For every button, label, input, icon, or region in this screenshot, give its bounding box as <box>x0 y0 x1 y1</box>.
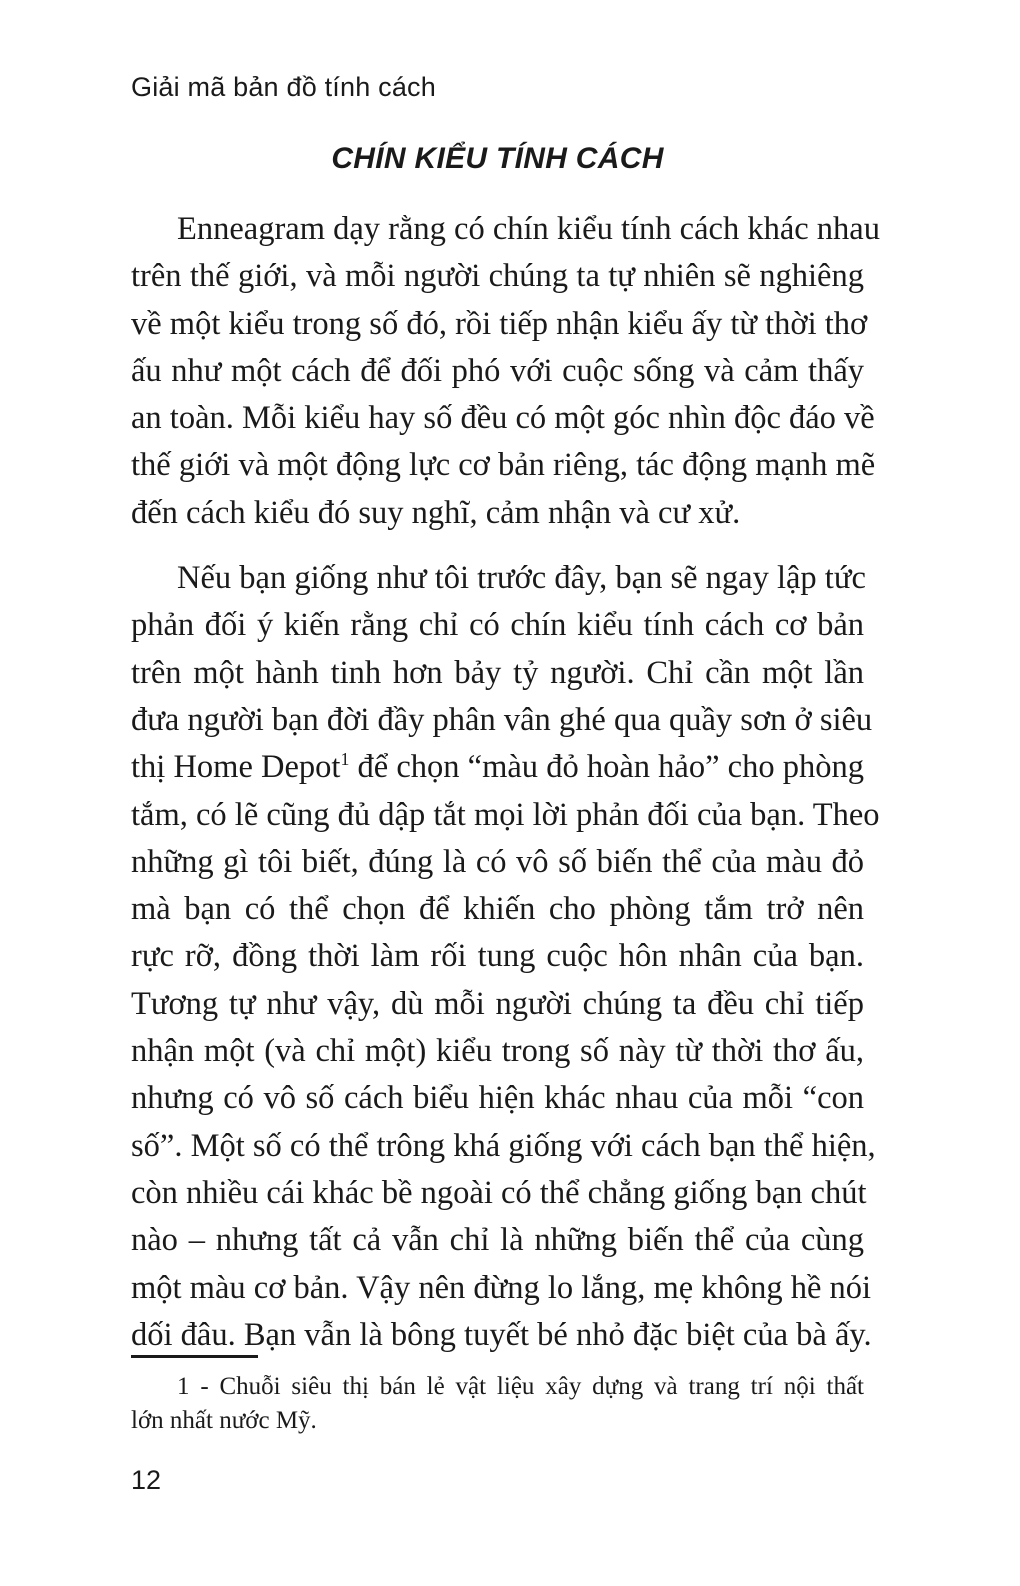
text-line: trên thế giới, và mỗi người chúng ta tự nhiên sẽ nghiêng <box>131 258 864 295</box>
paragraph-1 <box>131 206 880 537</box>
chapter-title: CHÍN KIỂU TÍNH CÁCH <box>331 142 664 175</box>
text-line-with-footnote-ref <box>131 744 864 791</box>
text-line: tắm, có lẽ cũng đủ dập tắt mọi lời phản đối của bạn. Theo <box>131 796 880 833</box>
running-header: Giải mã bản đồ tính cách <box>131 72 436 102</box>
paragraph-2 <box>131 555 880 1359</box>
text-line: đưa người bạn đời đầy phân vân ghé qua quầy sơn ở siêu <box>131 701 873 738</box>
text-line: nhưng có vô số cách biểu hiện khác nhau của mỗi “con <box>131 1080 864 1117</box>
ref-line-end: để chọn “màu đỏ hoàn hảo” cho phòng <box>349 749 864 786</box>
text-line: còn nhiều cái khác bề ngoài có thể chẳng giống bạn chút <box>131 1174 867 1211</box>
text-line: những gì tôi biết, đúng là có vô số biến thể của màu đỏ <box>131 843 864 880</box>
text-line: ấu như một cách để đối phó với cuộc sống và cảm thấy <box>131 352 864 389</box>
text-line: nhận một (và chỉ một) kiểu trong số này từ thời thơ ấu, <box>131 1033 864 1070</box>
text-line: về một kiểu trong số đó, rồi tiếp nhận kiểu ấy từ thời thơ <box>131 305 868 342</box>
body-text <box>131 206 880 1359</box>
footnote <box>131 1370 864 1438</box>
footnote-line: 1 - Chuỗi siêu thị bán lẻ vật liệu xây dựng và trang trí nội thất <box>177 1373 864 1400</box>
text-line: an toàn. Mỗi kiểu hay số đều có một góc nhìn độc đáo về <box>131 400 875 437</box>
text-line: trên một hành tinh hơn bảy tỷ người. Chỉ cần một lần <box>131 654 864 691</box>
text-line: thế giới và một động lực cơ bản riêng, tác động mạnh mẽ <box>131 447 876 484</box>
text-line: Tương tự như vậy, dù mỗi người chúng ta đều chỉ tiếp <box>131 985 864 1022</box>
text-line: phản đối ý kiến rằng chỉ có chín kiểu tính cách cơ bản <box>131 607 864 644</box>
ref-line-start: thị Home Depot <box>131 749 341 786</box>
footnote-line: lớn nhất nước Mỹ. <box>131 1407 317 1434</box>
text-line: một màu cơ bản. Vậy nên đừng lo lắng, mẹ không hề nói <box>131 1269 872 1306</box>
text-line: đến cách kiểu đó suy nghĩ, cảm nhận và cư xử. <box>131 494 741 531</box>
text-line: Nếu bạn giống như tôi trước đây, bạn sẽ ngay lập tức <box>177 560 866 597</box>
text-line: dối đâu. Bạn vẫn là bông tuyết bé nhỏ đặc biệt của bà ấy. <box>131 1316 872 1353</box>
text-line: rực rỡ, đồng thời làm rối tung cuộc hôn nhân của bạn. <box>131 938 864 975</box>
text-line: số”. Một số có thể trông khá giống với cách bạn thể hiện, <box>131 1127 876 1164</box>
page-number: 12 <box>131 1465 162 1495</box>
text-line: mà bạn có thể chọn để khiến cho phòng tắm trở nên <box>131 891 864 928</box>
text-line: nào – nhưng tất cả vẫn chỉ là những biến thể của cùng <box>131 1222 864 1259</box>
text-line: Enneagram dạy rằng có chín kiểu tính cách khác nhau <box>177 211 880 247</box>
footnote-divider <box>131 1355 258 1358</box>
footnote-marker: 1 <box>340 749 350 770</box>
